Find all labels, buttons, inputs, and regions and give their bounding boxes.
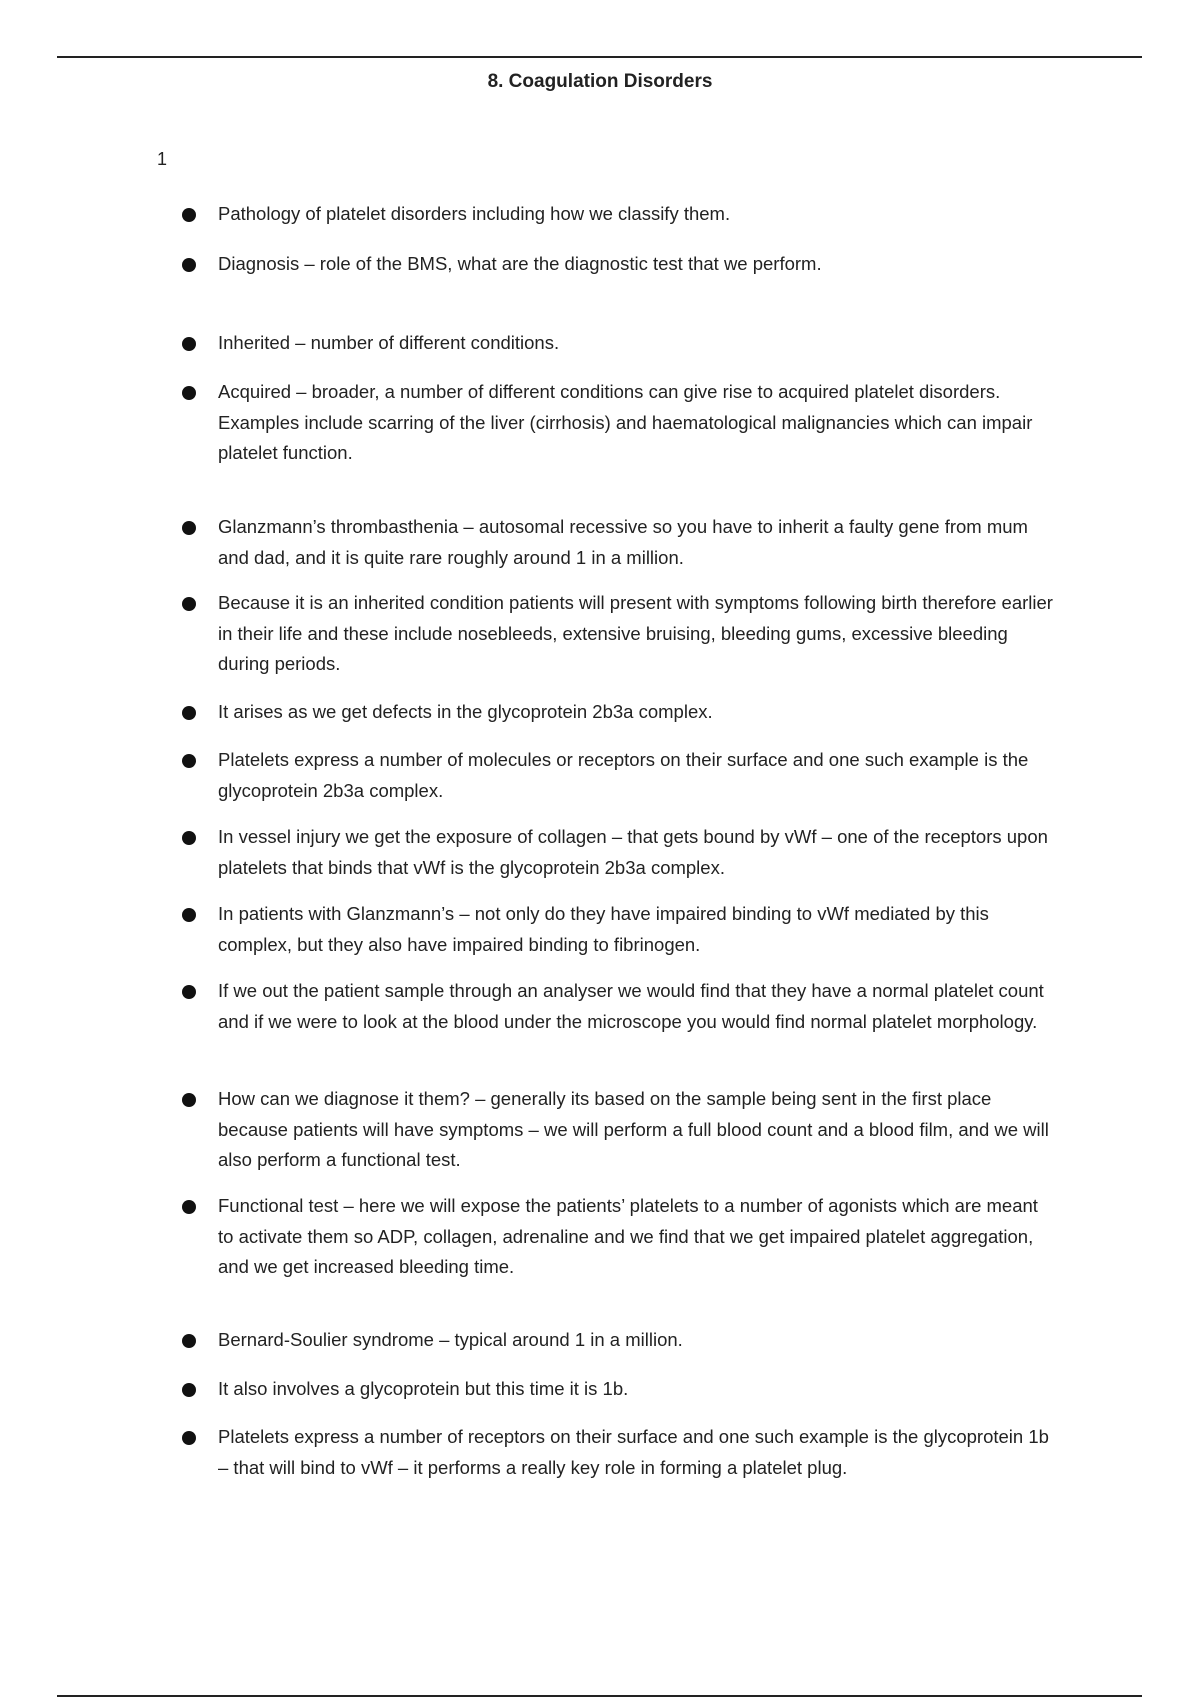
list-item-text: Platelets express a number of molecules or receptors on their surface and one such example is the glycoprotein 2b3a complex.: [218, 749, 1029, 801]
list-item-text: Platelets express a number of receptors on their surface and one such example is the glycoprotein 1b – that will bind to vWf – it performs a really key role in forming a platelet plug.: [218, 1426, 1049, 1478]
list-item: [182, 1422, 1062, 1483]
list-item-text: It also involves a glycoprotein but this time it is 1b.: [218, 1378, 629, 1399]
bottom-rule: [57, 1695, 1142, 1697]
bullet-icon: [182, 908, 196, 922]
bullet-icon: [182, 831, 196, 845]
list-item: [182, 1325, 1062, 1356]
bullet-icon: [182, 258, 196, 272]
list-item: [182, 822, 1062, 883]
bullet-icon: [182, 386, 196, 400]
list-item-text: Inherited – number of different conditions.: [218, 332, 560, 353]
list-item: [182, 1084, 1062, 1176]
bullet-icon: [182, 1431, 196, 1445]
list-item: [182, 249, 1062, 280]
list-item: [182, 697, 1062, 728]
bullet-icon: [182, 597, 196, 611]
bullet-icon: [182, 754, 196, 768]
list-item-text: Bernard-Soulier syndrome – typical around 1 in a million.: [218, 1329, 683, 1350]
list-item-text: Pathology of platelet disorders including how we classify them.: [218, 203, 731, 224]
bullet-icon: [182, 521, 196, 535]
list-item-text: Functional test – here we will expose the patients’ platelets to a number of agonists which are meant to activate them so ADP, collagen, adrenaline and we find that we get impaired platelet aggregation, and we get increased bleeding time.: [218, 1195, 1038, 1277]
list-item: [182, 377, 1062, 469]
list-item-text: If we out the patient sample through an analyser we would find that they have a normal platelet count and if we were to look at the blood under the microscope you would find normal platelet morphology.: [218, 980, 1044, 1032]
list-item-text: It arises as we get defects in the glycoprotein 2b3a complex.: [218, 701, 713, 722]
bullet-icon: [182, 985, 196, 999]
list-item: [182, 588, 1062, 680]
list-item: [182, 199, 1062, 230]
top-rule: [57, 56, 1142, 58]
bullet-icon: [182, 1383, 196, 1397]
list-item-text: How can we diagnose it them? – generally its based on the sample being sent in the first place because patients will have symptoms – we will perform a full blood count and a blood film, and we will also perform a functional test.: [218, 1088, 1049, 1170]
page-number: 1: [157, 149, 168, 169]
list-item: [182, 1191, 1062, 1283]
document-title: 8. Coagulation Disorders: [487, 71, 713, 92]
bullet-icon: [182, 208, 196, 222]
list-item-text: Diagnosis – role of the BMS, what are the diagnostic test that we perform.: [218, 253, 822, 274]
list-item: [182, 745, 1062, 806]
list-item: [182, 1374, 1062, 1405]
bullet-icon: [182, 337, 196, 351]
list-item: [182, 512, 1062, 573]
list-item-text: In vessel injury we get the exposure of collagen – that gets bound by vWf – one of the receptors upon platelets that binds that vWf is the glycoprotein 2b3a complex.: [218, 826, 1048, 878]
list-item: [182, 899, 1062, 960]
bullet-icon: [182, 1334, 196, 1348]
bullet-icon: [182, 706, 196, 720]
list-item: [182, 328, 1062, 359]
list-item-text: In patients with Glanzmann’s – not only do they have impaired binding to vWf mediated by this complex, but they also have impaired binding to fibrinogen.: [218, 903, 989, 955]
list-item-text: Glanzmann’s thrombasthenia – autosomal recessive so you have to inherit a faulty gene from mum and dad, and it is quite rare roughly around 1 in a million.: [218, 516, 1028, 568]
list-item: [182, 976, 1062, 1037]
bullet-icon: [182, 1200, 196, 1214]
list-item-text: Acquired – broader, a number of different conditions can give rise to acquired platelet disorders. Examples include scarring of the liver (cirrhosis) and haematological malignancies which can impair platelet function.: [218, 381, 1033, 463]
list-item-text: Because it is an inherited condition patients will present with symptoms following birth therefore earlier in their life and these include nosebleeds, extensive bruising, bleeding gums, excessive bleeding during periods.: [218, 592, 1053, 674]
bullet-icon: [182, 1093, 196, 1107]
